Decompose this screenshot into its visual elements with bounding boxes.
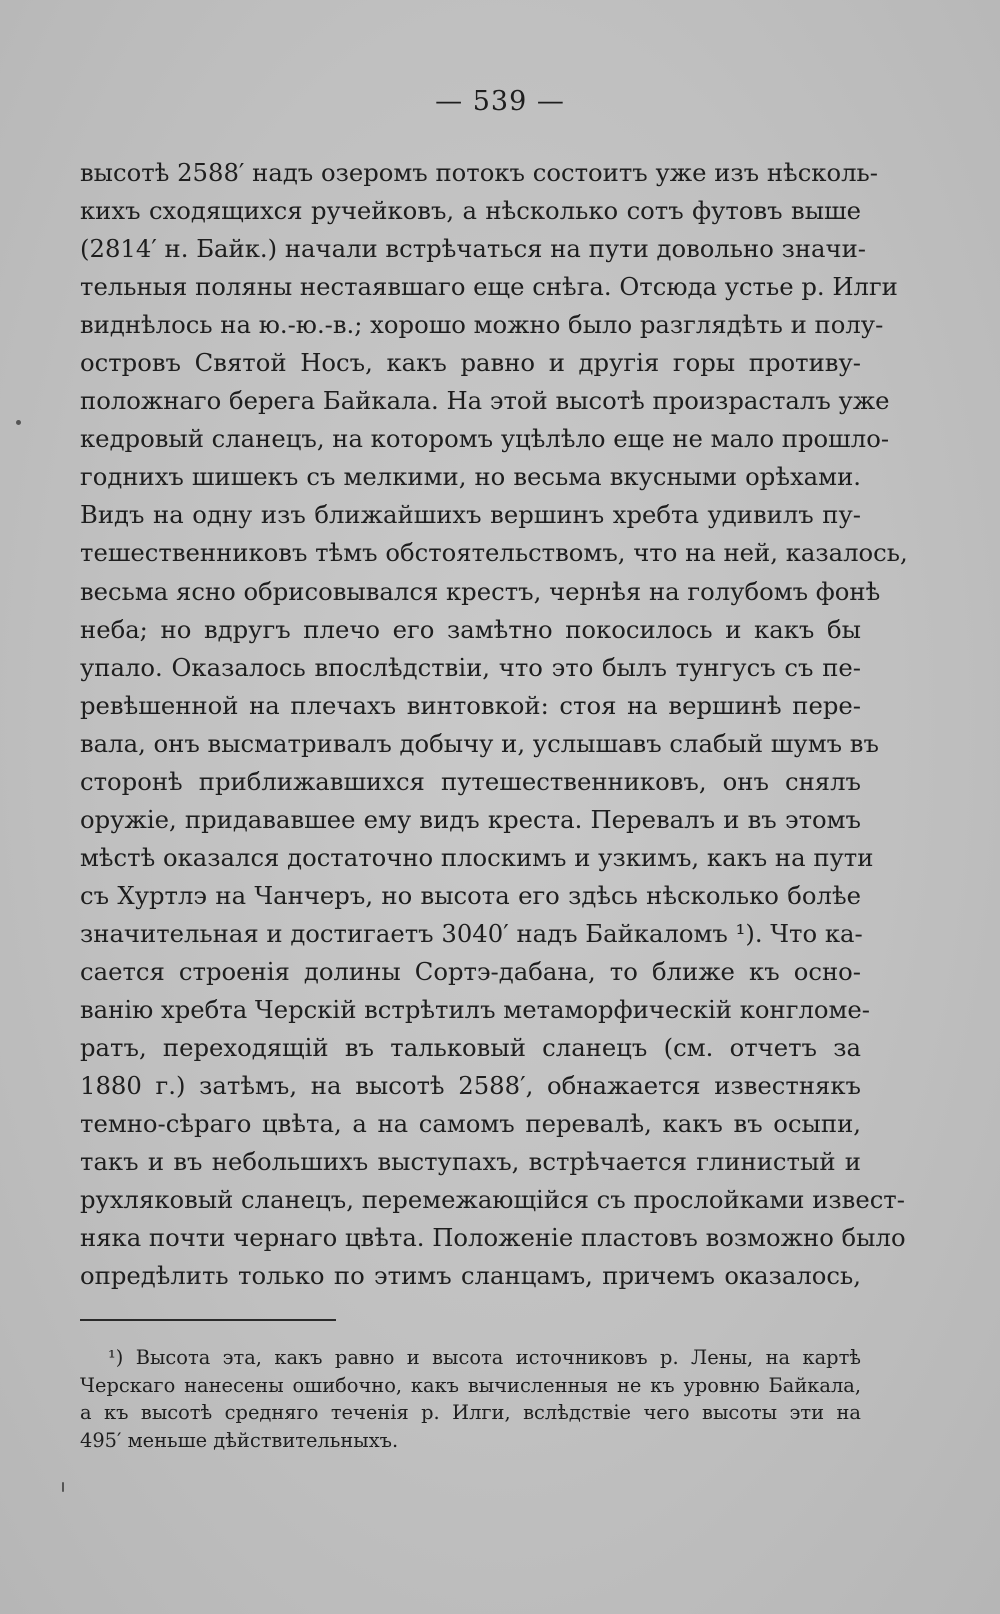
text-line: ратъ, переходящій въ тальковый сланецъ (см. отчетъ за: [80, 1033, 861, 1063]
footnote-line: ¹) Высота эта, какъ равно и высота источниковъ р. Лены, на картѣ: [108, 1346, 861, 1369]
text-line: кедровый сланецъ, на которомъ уцѣлѣло еще не мало прошло-: [80, 424, 890, 454]
text-line: няка почти чернаго цвѣта. Положеніе пластовъ возможно было: [80, 1223, 906, 1253]
text-line: значительная и достигаетъ 3040′ надъ Байкаломъ ¹). Что ка-: [80, 918, 863, 948]
footnote-line: а къ высотѣ средняго теченія р. Илги, вслѣдствіе чего высоты эти на: [80, 1401, 861, 1424]
text-line: 1880 г.) затѣмъ, на высотѣ 2588′, обнажается известнякъ: [80, 1071, 861, 1101]
text-line: оружіе, придававшее ему видъ креста. Перевалъ и въ этомъ: [80, 804, 861, 834]
text-line: сторонѣ приближавшихся путешественниковъ, онъ снялъ: [80, 766, 861, 796]
paper-speck: [62, 1482, 64, 1492]
text-line: тельныя поляны нестаявшаго еще снѣга. Отсюда устье р. Илги: [80, 272, 898, 302]
footnote: [80, 1344, 861, 1454]
text-line: кихъ сходящихся ручейковъ, а нѣсколько сотъ футовъ выше: [80, 196, 861, 226]
text-line: положнаго берега Байкала. На этой высотѣ произрасталъ уже: [80, 386, 890, 416]
text-line: съ Хуртлэ на Чанчеръ, но высота его здѣсь нѣсколько болѣе: [80, 880, 861, 910]
text-line: ванію хребта Черскій встрѣтилъ метаморфическій конгломе-: [80, 995, 871, 1025]
text-line: упало. Оказалось впослѣдствіи, что это былъ тунгусъ съ пе-: [80, 652, 861, 682]
text-line: тешественниковъ тѣмъ обстоятельствомъ, что на ней, казалось,: [80, 538, 908, 568]
text-line: рухляковый сланецъ, перемежающійся съ прослойками извест-: [80, 1185, 905, 1215]
text-line: вала, онъ высматривалъ добычу и, услышавъ слабый шумъ въ: [80, 728, 879, 758]
text-line: опредѣлить только по этимъ сланцамъ, причемъ оказалось,: [80, 1261, 861, 1291]
text-line: Видъ на одну изъ ближайшихъ вершинъ хребта удивилъ пу-: [80, 500, 861, 530]
page-number: — 539 —: [435, 86, 565, 117]
text-line: виднѣлось на ю.-ю.-в.; хорошо можно было разглядѣть и полу-: [80, 310, 884, 340]
text-line: неба; но вдругъ плечо его замѣтно покосилось и какъ бы: [80, 614, 861, 644]
text-line: мѣстѣ оказался достаточно плоскимъ и узкимъ, какъ на пути: [80, 842, 874, 872]
text-line: темно-сѣраго цвѣта, а на самомъ перевалѣ, какъ въ осыпи,: [80, 1109, 861, 1139]
text-line: весьма ясно обрисовывался крестъ, чернѣя на голубомъ фонѣ: [80, 576, 881, 606]
paper-speck: [16, 420, 21, 425]
text-line: островъ Святой Носъ, какъ равно и другія горы противу-: [80, 348, 861, 378]
footnote-divider: [80, 1319, 336, 1321]
text-line: годнихъ шишекъ съ мелкими, но весьма вкусными орѣхами.: [80, 462, 861, 492]
text-line: сается строенія долины Сортэ-дабана, то ближе къ осно-: [80, 956, 861, 986]
body-text: [80, 154, 908, 1295]
text-line: такъ и въ небольшихъ выступахъ, встрѣчается глинистый и: [80, 1147, 861, 1177]
footnote-line: 495′ меньше дѣйствительныхъ.: [80, 1428, 399, 1452]
footnote-line: Черскаго нанесены ошибочно, какъ вычисленныя не къ уровню Байкала,: [80, 1373, 861, 1397]
text-line: (2814′ н. Байк.) начали встрѣчаться на пути довольно значи-: [80, 234, 866, 264]
text-line: высотѣ 2588′ надъ озеромъ потокъ состоитъ уже изъ нѣсколь-: [80, 158, 878, 187]
text-line: ревѣшенной на плечахъ винтовкой: стоя на вершинѣ пере-: [80, 690, 861, 720]
